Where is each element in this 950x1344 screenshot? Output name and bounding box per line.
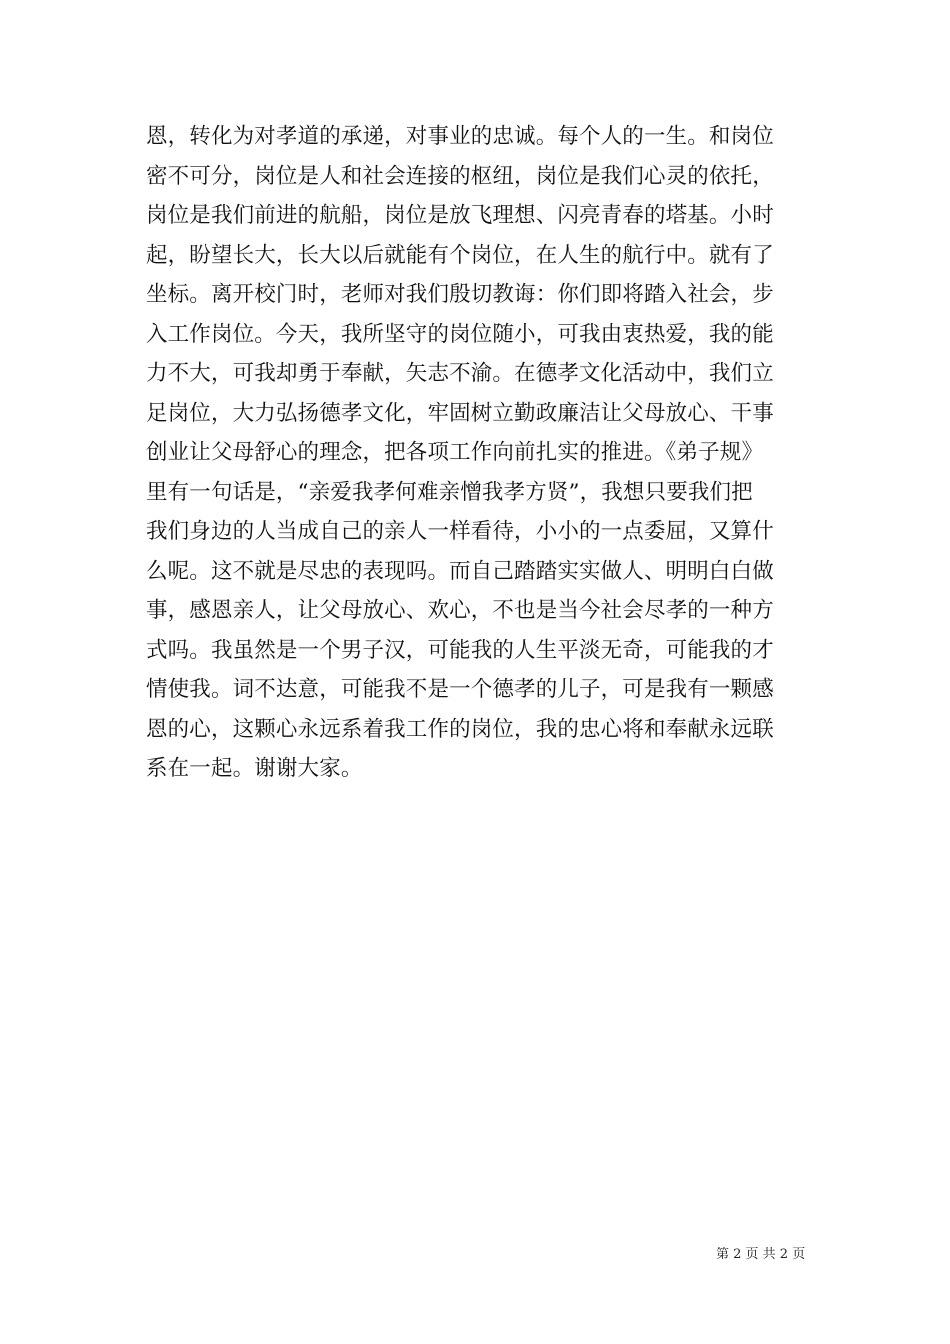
text-line: 岗位是我们前进的航船，岗位是放飞理想、闪亮青春的塔基。小时 [146, 203, 774, 228]
text-line: 我们身边的人当成自己的亲人一样看待，小小的一点委屈，又算什 [146, 519, 774, 544]
text-line: 足岗位，大力弘扬德孝文化，牢固树立勤政廉洁让父母放心、干事 [146, 400, 774, 426]
text-line: 式吗。我虽然是一个男子汉，可能我的人生平淡无奇，可能我的才 [146, 637, 774, 663]
text-line: 坐标。离开校门时，老师对我们殷切教诲：你们即将踏入社会，步 [146, 282, 774, 307]
text-line: 事，感恩亲人，让父母放心、欢心，不也是当今社会尽孝的一种方 [146, 598, 774, 623]
text-line: 情使我。词不达意，可能我不是一个德孝的儿子，可是我有一颗感 [146, 677, 774, 702]
body-paragraph [146, 117, 806, 789]
text-line: 创业让父母舒心的理念，把各项工作向前扎实的推进。《弟子规》 [146, 440, 764, 465]
text-line: 起，盼望长大，长大以后就能有个岗位，在人生的航行中。就有了 [146, 242, 774, 268]
text-line: 恩，转化为对孝道的承递，对事业的忠诚。每个人的一生。和岗位 [146, 124, 774, 149]
text-line: 密不可分，岗位是人和社会连接的枢纽，岗位是我们心灵的依托， [146, 163, 774, 189]
text-line: 恩的心，这颗心永远系着我工作的岗位，我的忠心将和奉献永远联 [146, 716, 774, 742]
text-line: 力不大，可我却勇于奉献，矢志不渝。在德孝文化活动中，我们立 [146, 361, 774, 386]
text-line: 入工作岗位。今天，我所坚守的岗位随小，可我由衷热爱，我的能 [146, 321, 774, 347]
text-line: 么呢。这不就是尽忠的表现吗。而自己踏踏实实做人、明明白白做 [146, 558, 774, 584]
text-line: 里有一句话是，“亲爱我孝何难亲憎我孝方贤”，我想只要我们把 [146, 479, 753, 505]
text-line: 系在一起。谢谢大家。 [146, 756, 363, 781]
page-number-footer: 第 2 页 共 2 页 [716, 1247, 806, 1262]
